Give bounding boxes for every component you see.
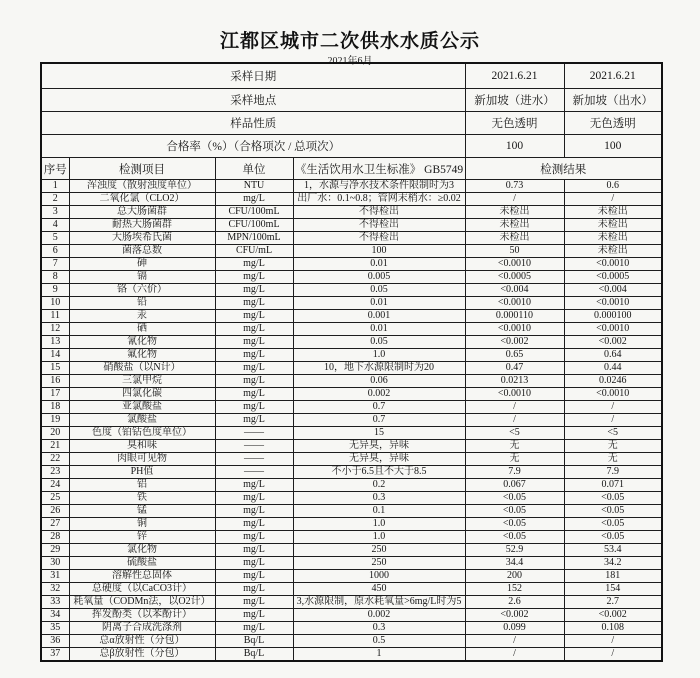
meta-label: 采样日期 [41,63,465,89]
row-item: 大肠埃希氏菌 [69,232,215,245]
table-row [41,323,662,336]
table-row [41,518,662,531]
header-no: 序号 [41,158,69,180]
meta-row-sampling-location [41,89,662,112]
row-result-outlet: 181 [564,570,662,583]
row-standard: 1.0 [293,531,465,544]
row-result-inlet: 152 [465,583,564,596]
header-item: 检测项目 [69,158,215,180]
row-item: 溶解性总固体 [69,570,215,583]
row-number: 3 [41,206,69,219]
meta-label: 采样地点 [41,89,465,112]
header-unit: 单位 [215,158,293,180]
row-number: 31 [41,570,69,583]
row-unit: —— [215,440,293,453]
row-unit: mg/L [215,570,293,583]
row-number: 10 [41,297,69,310]
row-item: 三氯甲烷 [69,375,215,388]
row-number: 13 [41,336,69,349]
row-unit: —— [215,427,293,440]
table-row [41,557,662,570]
row-standard: 1.0 [293,349,465,362]
row-result-inlet: 0.47 [465,362,564,375]
row-number: 27 [41,518,69,531]
row-result-outlet: / [564,648,662,662]
row-standard: 出厂水：0.1~0.8；管网末梢水：≥0.02 [293,193,465,206]
row-result-inlet: 0.099 [465,622,564,635]
row-result-inlet: <0.0010 [465,388,564,401]
row-number: 11 [41,310,69,323]
row-result-inlet: 0.067 [465,479,564,492]
row-number: 33 [41,596,69,609]
row-number: 35 [41,622,69,635]
row-standard: 0.05 [293,336,465,349]
row-item: 四氯化碳 [69,388,215,401]
row-unit: mg/L [215,193,293,206]
row-result-outlet: 0.071 [564,479,662,492]
row-number: 36 [41,635,69,648]
row-result-outlet: 未检出 [564,245,662,258]
row-result-inlet: 未检出 [465,219,564,232]
row-result-outlet: / [564,193,662,206]
table-row [41,648,662,662]
meta-value-outlet: 无色透明 [564,112,662,135]
row-number: 4 [41,219,69,232]
row-number: 28 [41,531,69,544]
row-unit: mg/L [215,271,293,284]
row-unit: —— [215,453,293,466]
row-number: 17 [41,388,69,401]
row-item: 氰化物 [69,336,215,349]
meta-section [41,63,662,180]
row-result-inlet: 无 [465,453,564,466]
row-unit: CFU/mL [215,245,293,258]
row-number: 12 [41,323,69,336]
table-row [41,388,662,401]
row-item: 砷 [69,258,215,271]
row-unit: mg/L [215,596,293,609]
row-result-inlet: <0.05 [465,531,564,544]
row-standard: 0.005 [293,271,465,284]
row-unit: mg/L [215,544,293,557]
row-unit: mg/L [215,297,293,310]
row-result-inlet: <0.0010 [465,297,564,310]
meta-value-outlet: 新加坡（出水） [564,89,662,112]
row-number: 14 [41,349,69,362]
row-result-outlet: <0.0010 [564,258,662,271]
row-unit: mg/L [215,492,293,505]
row-result-outlet: 2.7 [564,596,662,609]
row-result-inlet: 无 [465,440,564,453]
results-tbody [41,180,662,662]
row-result-inlet: / [465,648,564,662]
row-result-inlet: 0.0213 [465,375,564,388]
row-result-inlet: <0.002 [465,609,564,622]
table-row [41,232,662,245]
row-item: 硫酸盐 [69,557,215,570]
row-item: 二氧化氯（CLO2） [69,193,215,206]
row-unit: mg/L [215,388,293,401]
row-standard: 250 [293,544,465,557]
water-quality-table [40,62,663,662]
row-number: 8 [41,271,69,284]
row-result-outlet: 0.6 [564,180,662,193]
row-result-outlet: <0.0010 [564,323,662,336]
row-unit: mg/L [215,336,293,349]
table-row [41,219,662,232]
row-number: 24 [41,479,69,492]
row-result-inlet: <0.05 [465,505,564,518]
row-result-outlet: 未检出 [564,206,662,219]
row-result-outlet: <0.0010 [564,388,662,401]
column-header-row [41,158,662,180]
row-result-inlet: / [465,414,564,427]
row-result-outlet: / [564,635,662,648]
meta-value-outlet: 2021.6.21 [564,63,662,89]
row-unit: mg/L [215,518,293,531]
row-result-outlet: 154 [564,583,662,596]
row-standard: 1000 [293,570,465,583]
row-number: 2 [41,193,69,206]
row-item: 耗氧量（CODMn法，以O2计） [69,596,215,609]
row-unit: CFU/100mL [215,219,293,232]
row-standard: 1，水源与净水技术条件限制时为3 [293,180,465,193]
table-row [41,596,662,609]
table-row [41,310,662,323]
row-item: 锰 [69,505,215,518]
row-standard: 0.01 [293,297,465,310]
row-result-inlet: / [465,193,564,206]
meta-label: 合格率（%）（合格项次 / 总项次） [41,135,465,158]
row-standard: 0.002 [293,388,465,401]
row-result-outlet: 0.000100 [564,310,662,323]
row-standard: 15 [293,427,465,440]
table-row [41,544,662,557]
table-row [41,297,662,310]
row-result-outlet: / [564,414,662,427]
row-result-outlet: <0.0010 [564,297,662,310]
row-result-inlet: 0.73 [465,180,564,193]
table-row [41,284,662,297]
meta-value-outlet: 100 [564,135,662,158]
row-number: 19 [41,414,69,427]
row-number: 6 [41,245,69,258]
row-standard: 450 [293,583,465,596]
row-item: 总β放射性（分包） [69,648,215,662]
meta-value-inlet: 100 [465,135,564,158]
row-item: 铁 [69,492,215,505]
row-item: 挥发酚类（以苯酚计） [69,609,215,622]
row-result-outlet: <0.05 [564,531,662,544]
row-standard: 0.001 [293,310,465,323]
row-standard: 0.3 [293,622,465,635]
row-item: 铬（六价） [69,284,215,297]
row-result-outlet: 未检出 [564,219,662,232]
row-standard: 不得检出 [293,219,465,232]
row-standard: 0.01 [293,323,465,336]
row-unit: mg/L [215,622,293,635]
row-unit: mg/L [215,401,293,414]
row-unit: mg/L [215,557,293,570]
table-row [41,622,662,635]
row-number: 37 [41,648,69,662]
table-row [41,349,662,362]
meta-value-inlet: 无色透明 [465,112,564,135]
row-standard: 0.7 [293,401,465,414]
row-item: 锌 [69,531,215,544]
row-result-outlet: <0.05 [564,505,662,518]
table-row [41,336,662,349]
row-item: 镉 [69,271,215,284]
row-number: 34 [41,609,69,622]
row-result-outlet: <0.002 [564,609,662,622]
row-result-inlet: <5 [465,427,564,440]
row-unit: CFU/100mL [215,206,293,219]
row-unit: mg/L [215,479,293,492]
row-result-inlet: 34.4 [465,557,564,570]
table-row [41,206,662,219]
row-item: 总大肠菌群 [69,206,215,219]
meta-row-sampling-date [41,63,662,89]
row-result-outlet: <0.004 [564,284,662,297]
row-standard: 无异臭，异味 [293,453,465,466]
row-item: PH值 [69,466,215,479]
row-standard: 不得检出 [293,232,465,245]
row-result-inlet: <0.05 [465,518,564,531]
row-number: 32 [41,583,69,596]
row-number: 29 [41,544,69,557]
row-item: 臭和味 [69,440,215,453]
row-item: 浑浊度（散射浊度单位） [69,180,215,193]
table-row [41,531,662,544]
table-row [41,245,662,258]
row-result-outlet: 未检出 [564,232,662,245]
table-row [41,505,662,518]
row-item: 色度（铂钴色度单位） [69,427,215,440]
row-number: 18 [41,401,69,414]
row-result-outlet: <0.05 [564,492,662,505]
row-result-inlet: / [465,401,564,414]
row-standard: 250 [293,557,465,570]
row-standard: 0.2 [293,479,465,492]
row-unit: Bq/L [215,635,293,648]
row-item: 硒 [69,323,215,336]
row-result-inlet: <0.004 [465,284,564,297]
row-number: 15 [41,362,69,375]
page-subtitle: 2021年6月 [327,56,373,67]
row-item: 阴离子合成洗涤剂 [69,622,215,635]
row-number: 22 [41,453,69,466]
row-number: 1 [41,180,69,193]
row-number: 21 [41,440,69,453]
header-standard: 《生活饮用水卫生标准》 GB5749 [293,158,465,180]
row-item: 肉眼可见物 [69,453,215,466]
row-number: 9 [41,284,69,297]
row-number: 30 [41,557,69,570]
row-result-outlet: 无 [564,440,662,453]
row-result-inlet: 2.6 [465,596,564,609]
row-standard: 无异臭，异味 [293,440,465,453]
row-result-outlet: 34.2 [564,557,662,570]
row-item: 总α放射性（分包） [69,635,215,648]
table-row [41,271,662,284]
row-result-outlet: 0.64 [564,349,662,362]
table-row [41,440,662,453]
row-number: 16 [41,375,69,388]
table-row [41,570,662,583]
table-row [41,492,662,505]
table-row [41,401,662,414]
row-standard: 1 [293,648,465,662]
table-row [41,180,662,193]
row-standard: 10，地下水源限制时为20 [293,362,465,375]
row-unit: mg/L [215,609,293,622]
table-row [41,414,662,427]
row-number: 5 [41,232,69,245]
row-unit: mg/L [215,583,293,596]
row-result-inlet: / [465,635,564,648]
row-result-inlet: <0.0005 [465,271,564,284]
row-result-outlet: <0.05 [564,518,662,531]
row-unit: mg/L [215,375,293,388]
meta-label: 样品性质 [41,112,465,135]
row-result-inlet: <0.0010 [465,323,564,336]
row-unit: NTU [215,180,293,193]
row-standard: 不得检出 [293,206,465,219]
row-result-inlet: 0.000110 [465,310,564,323]
row-unit: mg/L [215,505,293,518]
row-item: 氯酸盐 [69,414,215,427]
row-item: 氯化物 [69,544,215,557]
row-unit: mg/L [215,323,293,336]
row-item: 氟化物 [69,349,215,362]
row-result-outlet: 0.44 [564,362,662,375]
row-item: 铜 [69,518,215,531]
row-result-outlet: 无 [564,453,662,466]
row-standard: 0.5 [293,635,465,648]
row-result-outlet: 0.108 [564,622,662,635]
row-item: 总硬度（以CaCO3计） [69,583,215,596]
row-result-outlet: <5 [564,427,662,440]
row-result-outlet: / [564,401,662,414]
row-unit: MPN/100mL [215,232,293,245]
row-result-inlet: 52.9 [465,544,564,557]
row-standard: 0.05 [293,284,465,297]
table-row [41,583,662,596]
row-unit: mg/L [215,310,293,323]
row-item: 耐热大肠菌群 [69,219,215,232]
row-result-inlet: 未检出 [465,232,564,245]
row-result-inlet: 200 [465,570,564,583]
page-title: 江都区城市二次供水水质公示 [219,31,480,52]
row-unit: mg/L [215,349,293,362]
row-item: 汞 [69,310,215,323]
row-unit: —— [215,466,293,479]
meta-row-pass-rate [41,135,662,158]
row-result-outlet: 0.0246 [564,375,662,388]
row-number: 25 [41,492,69,505]
row-standard: 不小于6.5且不大于8.5 [293,466,465,479]
row-number: 23 [41,466,69,479]
row-standard: 0.3 [293,492,465,505]
row-result-outlet: <0.0005 [564,271,662,284]
table-row [41,609,662,622]
row-standard: 0.01 [293,258,465,271]
table-row [41,362,662,375]
meta-value-inlet: 新加坡（进水） [465,89,564,112]
row-unit: mg/L [215,284,293,297]
row-standard: 0.06 [293,375,465,388]
meta-value-inlet: 2021.6.21 [465,63,564,89]
table-row [41,375,662,388]
row-result-inlet: <0.05 [465,492,564,505]
row-result-outlet: <0.002 [564,336,662,349]
row-unit: Bq/L [215,648,293,662]
table-row [41,453,662,466]
row-standard: 3,水源限制，原水耗氧量>6mg/L时为5 [293,596,465,609]
table-row [41,479,662,492]
row-standard: 0.002 [293,609,465,622]
row-item: 亚氯酸盐 [69,401,215,414]
row-result-inlet: <0.0010 [465,258,564,271]
row-result-inlet: 未检出 [465,206,564,219]
table-row [41,635,662,648]
row-item: 硝酸盐（以N计） [69,362,215,375]
row-result-outlet: 7.9 [564,466,662,479]
row-item: 铅 [69,297,215,310]
table-row [41,193,662,206]
header-result: 检测结果 [465,158,662,180]
row-standard: 100 [293,245,465,258]
row-standard: 0.7 [293,414,465,427]
row-unit: mg/L [215,258,293,271]
row-result-inlet: 0.65 [465,349,564,362]
table-row [41,258,662,271]
row-result-outlet: 53.4 [564,544,662,557]
table-row [41,427,662,440]
meta-row-sample-nature [41,112,662,135]
row-number: 7 [41,258,69,271]
row-item: 铝 [69,479,215,492]
row-standard: 1.0 [293,518,465,531]
row-item: 菌落总数 [69,245,215,258]
row-unit: mg/L [215,531,293,544]
row-result-inlet: 7.9 [465,466,564,479]
row-number: 20 [41,427,69,440]
table-row [41,466,662,479]
row-unit: mg/L [215,362,293,375]
row-unit: mg/L [215,414,293,427]
row-result-inlet: 50 [465,245,564,258]
row-number: 26 [41,505,69,518]
row-result-inlet: <0.002 [465,336,564,349]
row-standard: 0.1 [293,505,465,518]
